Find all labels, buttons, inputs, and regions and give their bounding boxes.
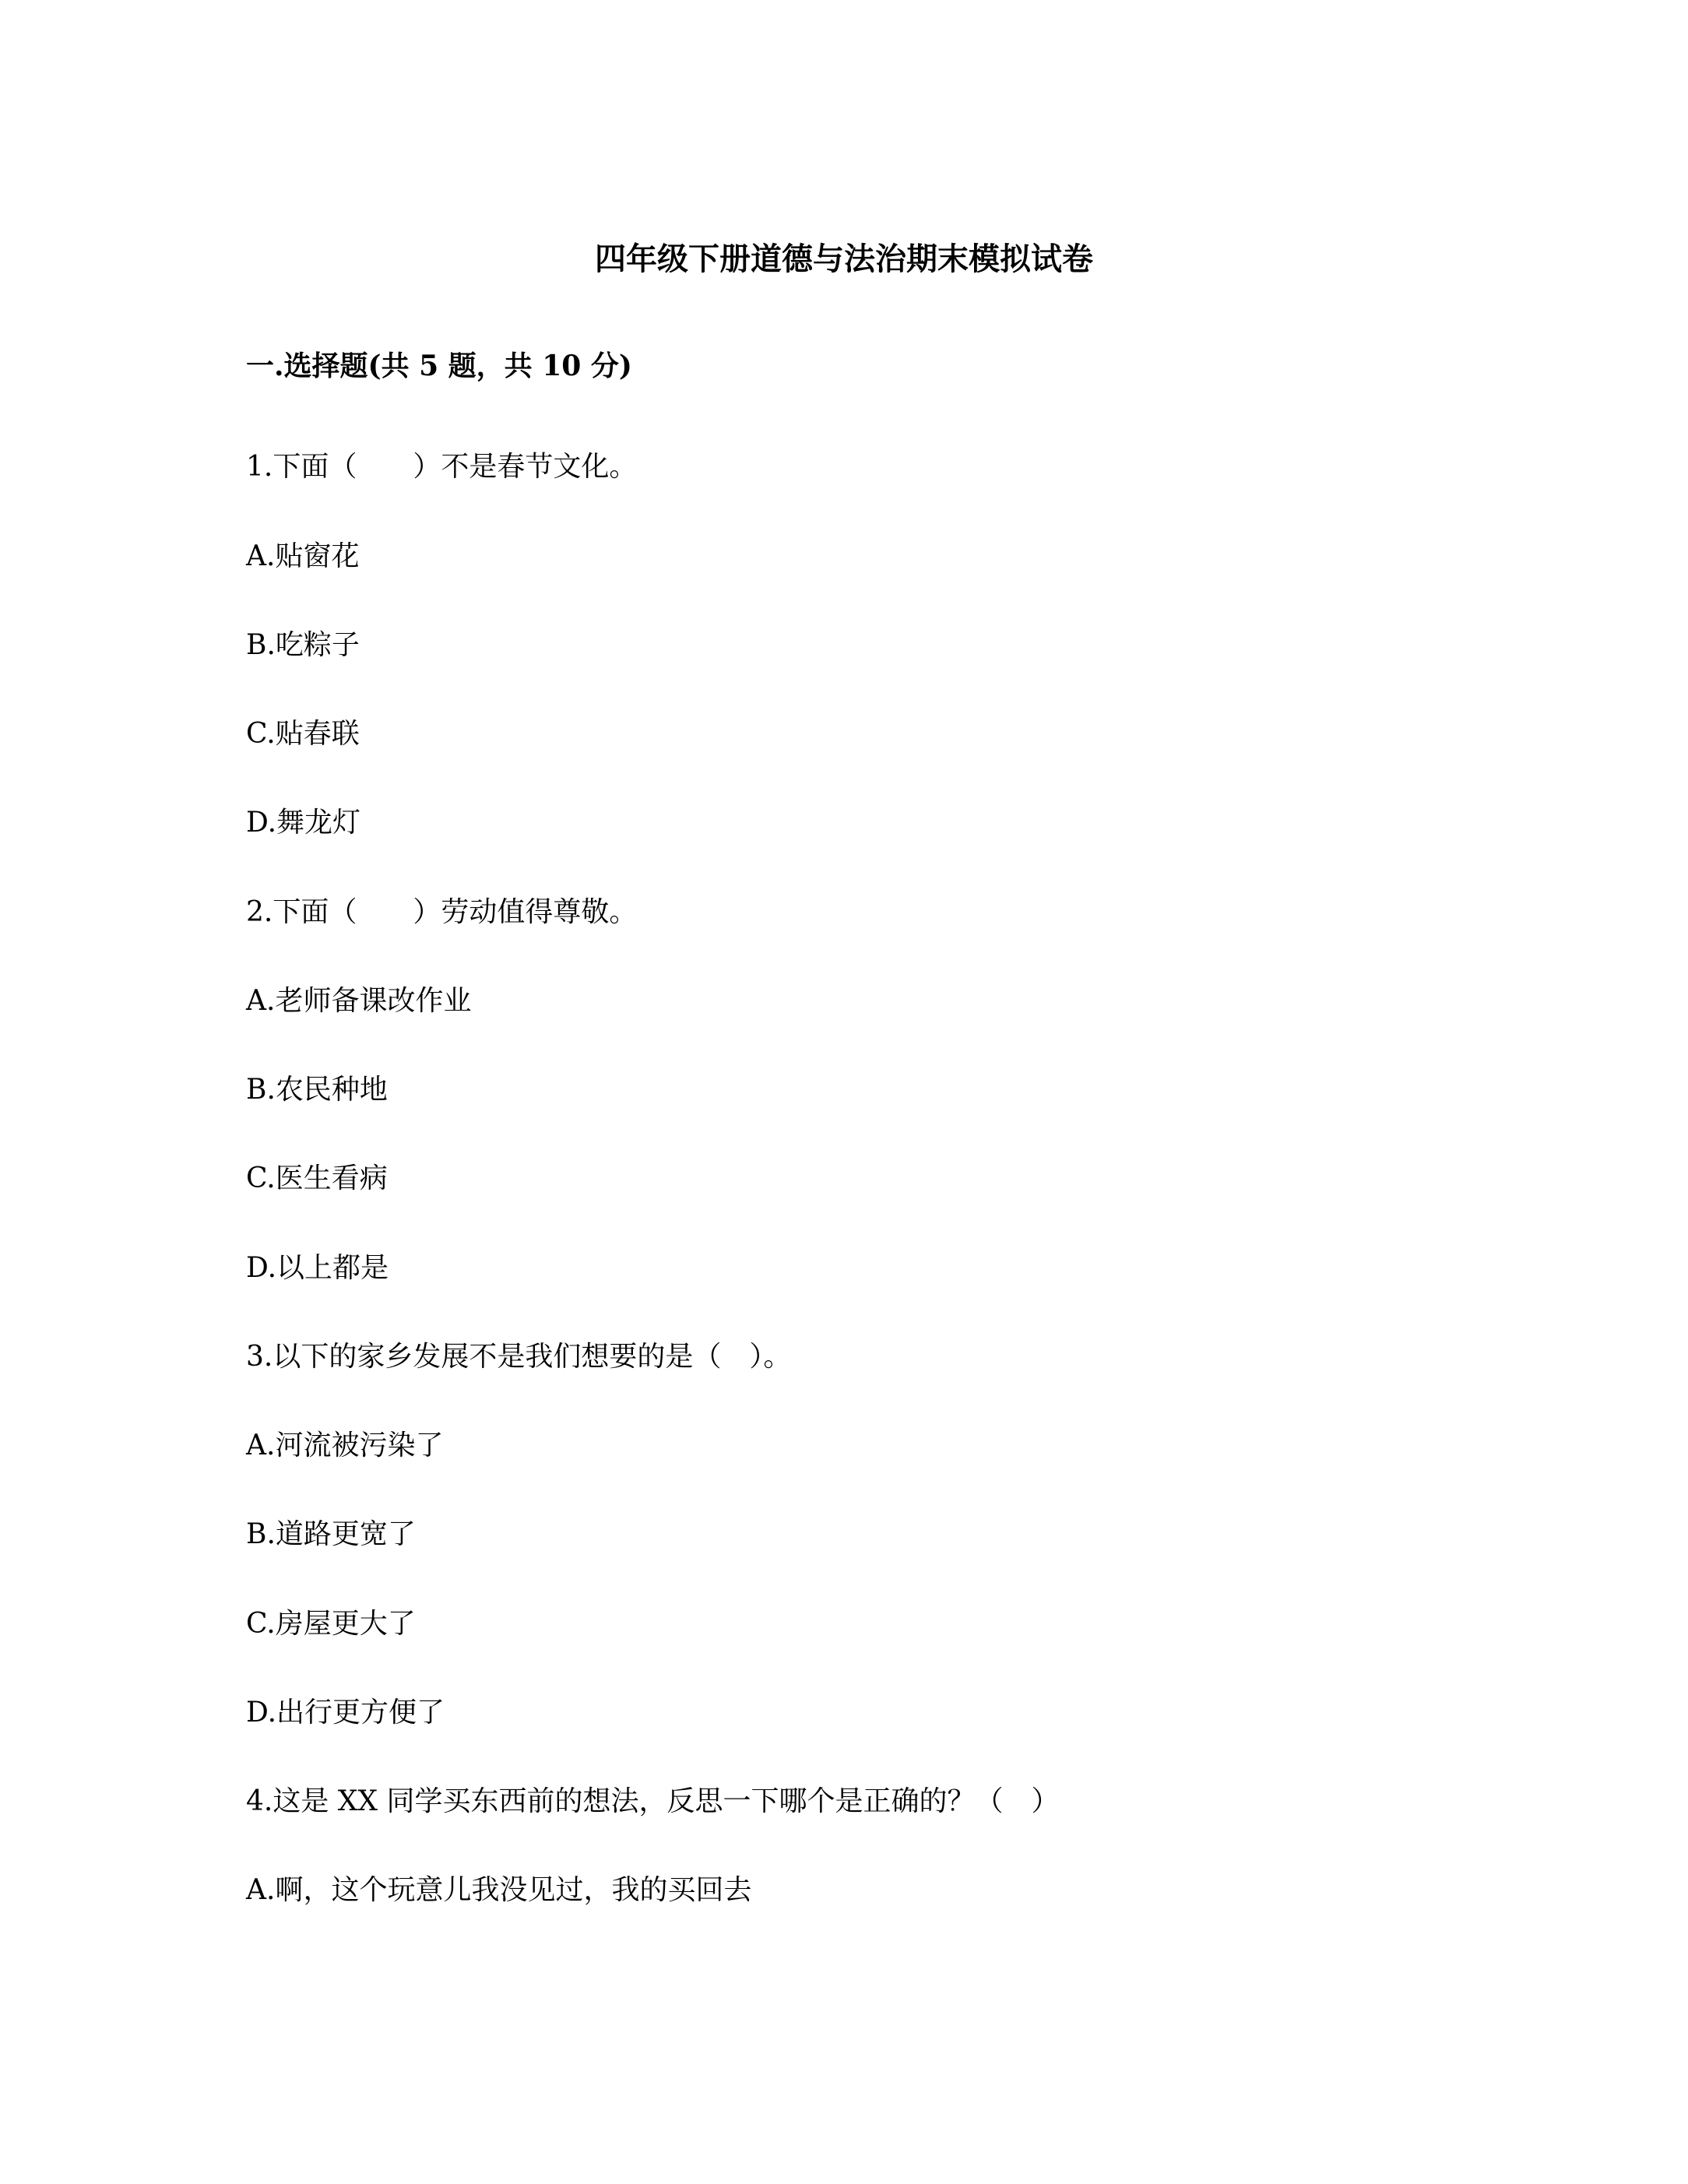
question-4-option-a: A.啊，这个玩意儿我没见过，我的买回去 [246, 1874, 752, 1906]
question-3-option-b: B.道路更宽了 [246, 1518, 416, 1550]
question-2-option-d: D.以上都是 [246, 1252, 389, 1284]
question-1-stem: 1.下面（ ）不是春节文化。 [246, 451, 638, 483]
document-title: 四年级下册道德与法治期末模拟试卷 [595, 241, 1093, 277]
question-3-stem: 3.以下的家乡发展不是我们想要的是（ ）。 [246, 1341, 792, 1373]
question-3-option-c: C.房屋更大了 [246, 1608, 416, 1640]
section-heading: 一.选择题(共 5 题，共 10 分) [246, 350, 632, 382]
question-2-option-a: A.老师备课改作业 [246, 985, 472, 1017]
question-1-option-b: B.吃粽子 [246, 629, 360, 661]
question-1-option-c: C.贴春联 [246, 718, 360, 750]
question-1-option-a: A.贴窗花 [246, 540, 360, 572]
question-2-option-b: B.农民种地 [246, 1074, 388, 1106]
question-3-option-a: A.河流被污染了 [246, 1430, 444, 1461]
question-3-option-d: D.出行更方便了 [246, 1697, 445, 1729]
question-2-option-c: C.医生看病 [246, 1162, 388, 1194]
question-2-stem: 2.下面（ ）劳动值得尊敬。 [246, 896, 638, 928]
question-4-stem: 4.这是 XX 同学买东西前的想法，反思一下哪个是正确的？（ ） [246, 1785, 1060, 1817]
question-1-option-d: D.舞龙灯 [246, 807, 361, 839]
